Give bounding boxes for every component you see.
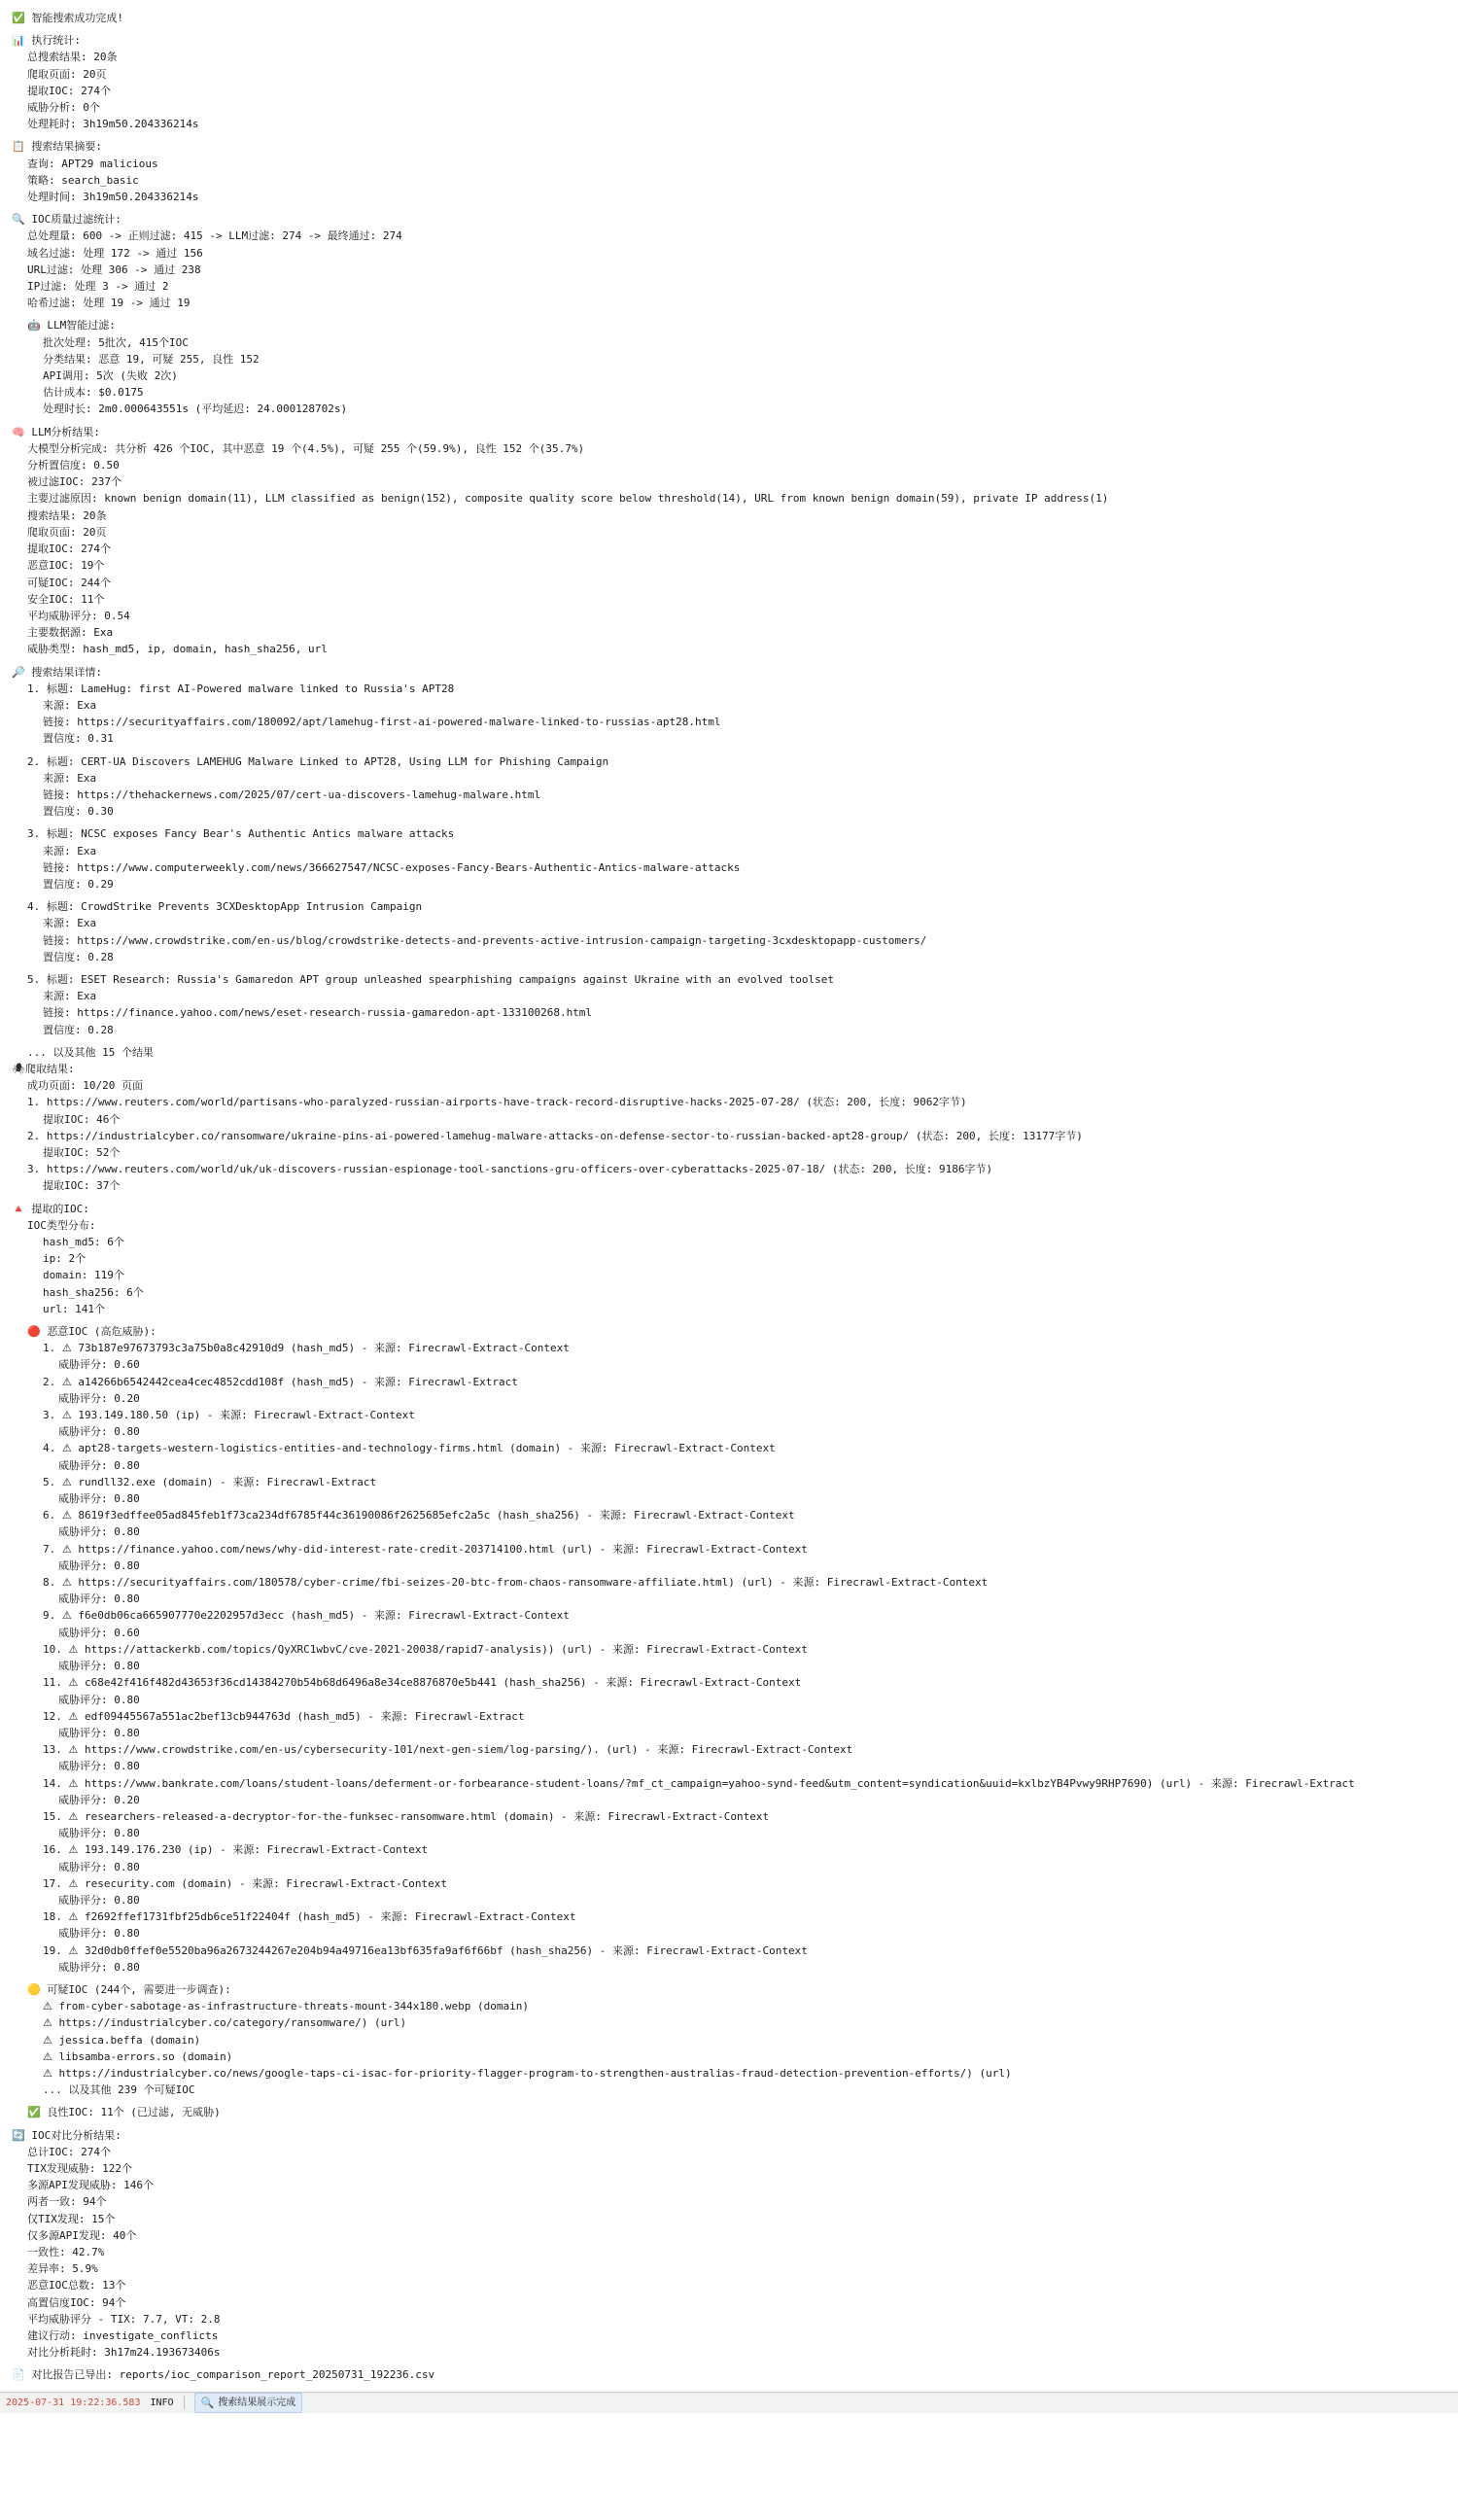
- ioc-distribution-item: domain: 119个: [43, 1269, 124, 1282]
- llm-analysis-item: 主要数据源: Exa: [27, 626, 114, 640]
- ioc-filter-item: 哈希过滤: 处理 19 -> 通过 19: [27, 297, 191, 310]
- search-icon: 🔍: [200, 2396, 215, 2409]
- alert-icon: ⚠: [61, 1542, 72, 1556]
- malicious-ioc-item: 10. ⚠ https://attackerkb.com/topics/QyXRC1wbvC/cve-2021-20038/rapid7-analysis)) (url) - 来源: Firecrawl-Extract-Context: [12, 1641, 1446, 1658]
- malicious-ioc-score: 威胁评分: 0.80: [58, 1425, 140, 1439]
- robot-icon: 🤖: [27, 319, 41, 332]
- refresh-icon: 🔄: [12, 2128, 25, 2142]
- malicious-ioc-item: 16. ⚠ 193.149.176.230 (ip) - 来源: Firecrawl-Extract-Context: [12, 1841, 1446, 1858]
- ioc-distribution-item: url: 141个: [43, 1302, 105, 1315]
- comparison-item: 建议行动: investigate_conflicts: [27, 2329, 219, 2343]
- search-result-title: 5. 标题: ESET Research: Russia's Gamaredon APT group unleashed spearphishing campaigns against Ukraine with an evolved toolset: [27, 972, 834, 986]
- malicious-ioc-item: 8. ⚠ https://securityaffairs.com/180578/cyber-crime/fbi-seizes-20-btc-from-chaos-ransomware-affiliate.html) (url) - 来源: Firecrawl-Extract-Context: [12, 1574, 1446, 1591]
- malicious-ioc-item: 3. ⚠ 193.149.180.50 (ip) - 来源: Firecrawl-Extract-Context: [12, 1407, 1446, 1423]
- malicious-ioc-score: 威胁评分: 0.60: [58, 1358, 140, 1372]
- llm-analysis-item: 爬取页面: 20页: [27, 525, 107, 539]
- crawl-item-ioc: 提取IOC: 46个: [43, 1112, 121, 1126]
- alert-icon: ⚠: [68, 1843, 79, 1857]
- suspicious-ioc-more: ... 以及其他 239 个可疑IOC: [43, 2083, 195, 2097]
- search-result-confidence: 置信度: 0.29: [43, 877, 114, 891]
- malicious-ioc-item: 5. ⚠ rundll32.exe (domain) - 来源: Firecrawl-Extract: [12, 1474, 1446, 1490]
- comparison-item: 仅多源API发现: 40个: [27, 2228, 137, 2242]
- ioc-distribution-item: hash_sha256: 6个: [43, 1285, 144, 1299]
- malicious-ioc-score: 威胁评分: 0.80: [58, 1558, 140, 1572]
- alert-icon: ⚠: [68, 1709, 79, 1723]
- llm-filter-item: API调用: 5次 (失败 2次): [43, 369, 178, 383]
- comparison-item: 多源API发现威胁: 146个: [27, 2179, 154, 2192]
- llm-analysis-item: 平均威胁评分: 0.54: [27, 609, 130, 622]
- status-bar: [0, 2392, 1458, 2413]
- comparison-item: 高置信度IOC: 94个: [27, 2295, 126, 2309]
- malicious-ioc-item: 18. ⚠ f2692ffef1731fbf25db6ce51f22404f (hash_md5) - 来源: Firecrawl-Extract-Context: [12, 1908, 1446, 1925]
- alert-icon: ⚠: [68, 1776, 79, 1790]
- llm-filter-item: 处理时长: 2m0.000643551s (平均延迟: 24.000128702s): [43, 402, 348, 416]
- malicious-ioc-score: 威胁评分: 0.80: [58, 1693, 140, 1706]
- alert-icon: ⚠: [68, 1876, 79, 1890]
- search-result-confidence: 置信度: 0.31: [43, 732, 114, 746]
- alert-icon: ⚠: [61, 1576, 72, 1590]
- crawl-summary: 成功页面: 10/20 页面: [27, 1079, 143, 1093]
- search-result-source: 来源: Exa: [43, 917, 97, 930]
- search-result-link[interactable]: 链接: https://thehackernews.com/2025/07/cert-ua-discovers-lamehug-malware.html: [43, 788, 541, 801]
- ioc-distribution-item: ip: 2个: [43, 1252, 87, 1266]
- malicious-ioc-item: 9. ⚠ f6e0db06ca665907770e2202957d3ecc (hash_md5) - 来源: Firecrawl-Extract-Context: [12, 1607, 1446, 1624]
- alert-icon: ⚠: [68, 1676, 79, 1690]
- malicious-ioc-item: 4. ⚠ apt28-targets-western-logistics-entities-and-technology-firms.html (domain) - 来源: Firecrawl-Extract-Context: [12, 1440, 1446, 1456]
- section-llm-filter-heading: 🤖 LLM智能过滤:: [12, 317, 1446, 333]
- malicious-ioc-score: 威胁评分: 0.80: [58, 1827, 140, 1840]
- alert-icon: ⚠: [61, 1475, 72, 1488]
- search-results-more: ... 以及其他 15 个结果: [27, 1045, 154, 1059]
- llm-analysis-item: 主要过滤原因: known benign domain(11), LLM classified as benign(152), composite quality score below threshold(14), URL from known benign domain(59), private IP address(1): [27, 492, 1109, 506]
- comparison-item: 对比分析耗时: 3h17m24.193673406s: [27, 2346, 221, 2360]
- ioc-filter-item: IP过滤: 处理 3 -> 通过 2: [27, 280, 169, 294]
- ioc-distribution-item: hash_md5: 6个: [43, 1236, 124, 1249]
- suspicious-ioc-item: ⚠ https://industrialcyber.co/news/google-taps-ci-isac-for-priority-flagger-program-to-strengthen-australias-fraud-detection-prevention-efforts/) (url): [12, 2065, 1446, 2082]
- malicious-ioc-item: 2. ⚠ a14266b6542442cea4cec4852cdd108f (hash_md5) - 来源: Firecrawl-Extract: [12, 1374, 1446, 1390]
- alert-icon: ⚠: [61, 1442, 72, 1455]
- warning-icon: ⚠: [43, 2049, 52, 2063]
- search-result-title: 1. 标题: LameHug: first AI-Powered malware linked to Russia's APT28: [27, 682, 455, 695]
- exec-stat-item: 处理耗时: 3h19m50.204336214s: [27, 118, 199, 131]
- status-tab-label: 搜索结果展示完成: [218, 2397, 296, 2408]
- malicious-ioc-score: 威胁评分: 0.80: [58, 1860, 140, 1873]
- malicious-ioc-item: 15. ⚠ researchers-released-a-decryptor-for-the-funksec-ransomware.html (domain) - 来源: Firecrawl-Extract-Context: [12, 1808, 1446, 1825]
- warning-icon: ⚠: [43, 2016, 52, 2030]
- alert-icon: ⚠: [68, 1943, 79, 1957]
- section-llm-analysis-heading: 🧠 LLM分析结果:: [12, 424, 1446, 440]
- malicious-ioc-score: 威胁评分: 0.80: [58, 1927, 140, 1941]
- alert-icon: ⚠: [61, 1342, 72, 1355]
- crawl-item[interactable]: 3. https://www.reuters.com/world/uk/uk-discovers-russian-espionage-tool-sanctions-gru-officers-over-cyberattacks-2025-07-18/ (状态: 200, 长度: 9186字节): [27, 1163, 993, 1176]
- clipboard-icon: 📋: [12, 140, 25, 154]
- search-result-link[interactable]: 链接: https://www.computerweekly.com/news/366627547/NCSC-exposes-Fancy-Bears-Authentic-Antics-malware-attacks: [43, 860, 741, 874]
- brain-icon: 🧠: [12, 425, 25, 438]
- section-ioc-filter-heading: 🔍 IOC质量过滤统计:: [12, 211, 1446, 228]
- search-summary-item: 处理时间: 3h19m50.204336214s: [27, 191, 199, 204]
- search-result-source: 来源: Exa: [43, 990, 97, 1003]
- alert-icon: ⚠: [61, 1609, 72, 1623]
- warning-icon: ⚠: [43, 2000, 52, 2013]
- llm-filter-item: 分类结果: 恶意 19, 可疑 255, 良性 152: [43, 352, 260, 366]
- alert-icon: ⚠: [68, 1743, 79, 1757]
- alert-icon: ⚠: [68, 1809, 79, 1823]
- search-result-confidence: 置信度: 0.28: [43, 1023, 114, 1036]
- exec-stat-item: 爬取页面: 20页: [27, 67, 107, 81]
- magnifier-icon: 🔎: [12, 665, 25, 679]
- crawl-item-ioc: 提取IOC: 52个: [43, 1146, 121, 1159]
- comparison-item: 平均威胁评分 - TIX: 7.7, VT: 2.8: [27, 2312, 221, 2326]
- malicious-ioc-item: 11. ⚠ c68e42f416f482d43653f36cd14384270b54b68d6496a8e34ce8876870e5b441 (hash_sha256) - 来源: Firecrawl-Extract-Context: [12, 1674, 1446, 1691]
- llm-analysis-item: 威胁类型: hash_md5, ip, domain, hash_sha256, url: [27, 643, 328, 656]
- chart-icon: 📊: [12, 34, 25, 48]
- ioc-filter-item: URL过滤: 处理 306 -> 通过 238: [27, 262, 201, 276]
- section-crawl-heading: 🕷爬取结果:: [12, 1061, 1446, 1077]
- comparison-item: 仅TIX发现: 15个: [27, 2212, 116, 2225]
- suspicious-ioc-item: ⚠ jessica.beffa (domain): [12, 2032, 1446, 2048]
- ioc-filter-item: 域名过滤: 处理 172 -> 通过 156: [27, 246, 203, 260]
- search-result-link[interactable]: 链接: https://www.crowdstrike.com/en-us/blog/crowdstrike-detects-and-prevents-active-intrusion-campaign-targeting-3cxdesktopapp-customers/: [43, 933, 927, 947]
- warning-icon: ⚠: [43, 2066, 52, 2080]
- status-level: INFO: [150, 2397, 174, 2408]
- status-divider: [184, 2396, 185, 2409]
- malicious-ioc-score: 威胁评分: 0.80: [58, 1760, 140, 1773]
- alert-icon: ⚠: [68, 1642, 79, 1656]
- alert-icon: ⚠: [68, 1910, 79, 1924]
- malicious-ioc-score: 威胁评分: 0.60: [58, 1626, 140, 1639]
- malicious-ioc-score: 威胁评分: 0.80: [58, 1492, 140, 1506]
- status-tab-search-results[interactable]: [194, 2393, 303, 2413]
- search-result-link[interactable]: 链接: https://securityaffairs.com/180092/apt/lamehug-first-ai-powered-malware-linked-to-russias-apt28.html: [43, 716, 721, 729]
- llm-filter-item: 估计成本: $0.0175: [43, 386, 144, 400]
- crawl-item[interactable]: 2. https://industrialcyber.co/ransomware/ukraine-pins-ai-powered-lamehug-malware-attacks-on-defense-sector-to-russian-backed-apt28-group/ (状态: 200, 长度: 13177字节): [27, 1129, 1083, 1142]
- comparison-item: 恶意IOC总数: 13个: [27, 2279, 126, 2292]
- search-result-source: 来源: Exa: [43, 844, 97, 858]
- malicious-ioc-score: 威胁评分: 0.80: [58, 1726, 140, 1739]
- malicious-ioc-item: 1. ⚠ 73b187e97673793c3a75b0a8c42910d9 (hash_md5) - 来源: Firecrawl-Extract-Context: [12, 1340, 1446, 1356]
- malicious-ioc-score: 威胁评分: 0.20: [58, 1391, 140, 1405]
- comparison-item: 总计IOC: 274个: [27, 2145, 111, 2158]
- document-icon: 📄: [12, 2368, 25, 2382]
- section-search-summary-heading: 📋 搜索结果摘要:: [12, 138, 1446, 155]
- exec-stat-item: 威胁分析: 0个: [27, 101, 100, 115]
- malicious-ioc-score: 威胁评分: 0.80: [58, 1458, 140, 1472]
- search-result-title: 3. 标题: NCSC exposes Fancy Bear's Authentic Antics malware attacks: [27, 827, 455, 841]
- comparison-item: 一致性: 42.7%: [27, 2246, 105, 2258]
- comparison-item: TIX发现威胁: 122个: [27, 2161, 132, 2175]
- status-timestamp: 2025-07-31 19:22:36.583: [6, 2397, 141, 2408]
- check-icon: ✅: [27, 2106, 41, 2119]
- malicious-ioc-item: 19. ⚠ 32d0db0ffef0e5520ba96a2673244267e204b94a49716ea13bf635fa9af6f66bf (hash_sha256) - 来源: Firecrawl-Extract-Context: [12, 1942, 1446, 1959]
- alert-icon: ⚠: [61, 1409, 72, 1422]
- malicious-ioc-score: 威胁评分: 0.80: [58, 1960, 140, 1974]
- llm-analysis-item: 安全IOC: 11个: [27, 592, 105, 606]
- malicious-ioc-score: 威胁评分: 0.80: [58, 1592, 140, 1606]
- spider-icon: 🕷: [12, 1062, 25, 1075]
- llm-analysis-item: 被过滤IOC: 237个: [27, 475, 122, 489]
- ioc-filter-item: 总处理量: 600 -> 正则过滤: 415 -> LLM过滤: 274 -> 最终通过: 274: [27, 229, 402, 243]
- export-report-line: 📄 对比报告已导出: reports/ioc_comparison_report_20250731_192236.csv: [12, 2366, 1446, 2383]
- malicious-ioc-item: 7. ⚠ https://finance.yahoo.com/news/why-did-interest-rate-credit-203714100.html (url) - 来源: Firecrawl-Extract-Context: [12, 1541, 1446, 1558]
- yellow-circle-icon: 🟡: [27, 1982, 41, 1996]
- search-summary-item: 策略: search_basic: [27, 173, 139, 187]
- llm-filter-item: 批次处理: 5批次, 415个IOC: [43, 335, 189, 349]
- search-result-source: 来源: Exa: [43, 771, 97, 785]
- page-title: [12, 10, 1446, 26]
- malicious-ioc-item: 14. ⚠ https://www.bankrate.com/loans/student-loans/deferment-or-forbearance-student-loans/?mf_ct_campaign=yahoo-synd-feed&utm_content=syndication&uuid=kxlbzYB4Pvwy9RHP7690) (url) - 来源: Firecrawl-Extract: [12, 1775, 1446, 1792]
- llm-analysis-item: 分析置信度: 0.50: [27, 459, 120, 472]
- llm-analysis-item: 大模型分析完成: 共分析 426 个IOC, 其中恶意 19 个(4.5%), 可疑 255 个(59.9%), 良性 152 个(35.7%): [27, 441, 585, 455]
- warning-icon: ⚠: [43, 2033, 52, 2047]
- llm-analysis-item: 提取IOC: 274个: [27, 542, 111, 556]
- crawl-item[interactable]: 1. https://www.reuters.com/world/partisans-who-paralyzed-russian-airports-have-track-record-disruptive-hacks-2025-07-28/ (状态: 200, 长度: 9062字节): [27, 1096, 967, 1109]
- suspicious-ioc-item: ⚠ https://industrialcyber.co/category/ransomware/) (url): [12, 2014, 1446, 2031]
- comparison-item: 差异率: 5.9%: [27, 2262, 98, 2276]
- search-result-link[interactable]: 链接: https://finance.yahoo.com/news/eset-research-russia-gamaredon-apt-133100268.html: [43, 1006, 593, 1020]
- llm-analysis-item: 可疑IOC: 244个: [27, 576, 111, 589]
- malicious-ioc-score: 威胁评分: 0.80: [58, 1525, 140, 1539]
- malicious-ioc-score: 威胁评分: 0.80: [58, 1893, 140, 1907]
- malicious-ioc-item: 12. ⚠ edf09445567a551ac2bef13cb944763d (hash_md5) - 来源: Firecrawl-Extract: [12, 1708, 1446, 1725]
- suspicious-ioc-item: ⚠ libsamba-errors.so (domain): [12, 2048, 1446, 2065]
- section-comparison-heading: 🔄 IOC对比分析结果:: [12, 2127, 1446, 2144]
- red-circle-icon: 🔴: [27, 1325, 41, 1339]
- malicious-ioc-score: 威胁评分: 0.80: [58, 1660, 140, 1673]
- malicious-ioc-item: 13. ⚠ https://www.crowdstrike.com/en-us/cybersecurity-101/next-gen-siem/log-parsing/). (url) - 来源: Firecrawl-Extract-Context: [12, 1741, 1446, 1758]
- section-malicious-heading: 🔴 恶意IOC (高危威胁):: [12, 1323, 1446, 1340]
- success-check-icon: ✅: [12, 12, 25, 24]
- suspicious-ioc-item: ⚠ from-cyber-sabotage-as-infrastructure-threats-mount-344x180.webp (domain): [12, 1998, 1446, 2014]
- warning-triangle-icon: 🔺: [12, 1202, 25, 1215]
- search-summary-item: 查询: APT29 malicious: [27, 157, 158, 170]
- search-icon: 🔍: [12, 213, 25, 227]
- llm-analysis-item: 恶意IOC: 19个: [27, 559, 105, 573]
- page-title-text: 智能搜索成功完成!: [31, 12, 123, 24]
- search-result-title: 4. 标题: CrowdStrike Prevents 3CXDesktopApp Intrusion Campaign: [27, 900, 423, 914]
- llm-analysis-item: 搜索结果: 20条: [27, 508, 107, 522]
- exec-stat-item: 提取IOC: 274个: [27, 84, 111, 97]
- comparison-item: 两者一致: 94个: [27, 2195, 107, 2209]
- alert-icon: ⚠: [61, 1509, 72, 1522]
- alert-icon: ⚠: [61, 1375, 72, 1388]
- search-result-confidence: 置信度: 0.28: [43, 950, 114, 963]
- malicious-ioc-item: 6. ⚠ 8619f3edffee05ad845feb1f73ca234df6785f44c36190086f2625685efc2a5c (hash_sha256) - 来源: Firecrawl-Extract-Context: [12, 1507, 1446, 1523]
- section-suspicious-heading: 🟡 可疑IOC (244个, 需要进一步调查):: [12, 1981, 1446, 1998]
- exec-stat-item: 总搜索结果: 20条: [27, 51, 118, 64]
- search-result-confidence: 置信度: 0.30: [43, 805, 114, 819]
- ioc-distribution-label: IOC类型分布:: [27, 1218, 96, 1232]
- search-result-title: 2. 标题: CERT-UA Discovers LAMEHUG Malware Linked to APT28, Using LLM for Phishing Campaign: [27, 754, 609, 768]
- crawl-item-ioc: 提取IOC: 37个: [43, 1179, 121, 1193]
- section-extracted-ioc-heading: 🔺 提取的IOC:: [12, 1201, 1446, 1217]
- search-result-source: 来源: Exa: [43, 698, 97, 712]
- section-benign-heading: ✅ 良性IOC: 11个 (已过滤, 无威胁): [12, 2104, 1446, 2120]
- section-search-details-heading: 🔎 搜索结果详情:: [12, 664, 1446, 681]
- section-exec-stats-heading: 📊 执行统计:: [12, 32, 1446, 49]
- malicious-ioc-score: 威胁评分: 0.20: [58, 1793, 140, 1806]
- malicious-ioc-item: 17. ⚠ resecurity.com (domain) - 来源: Firecrawl-Extract-Context: [12, 1875, 1446, 1892]
